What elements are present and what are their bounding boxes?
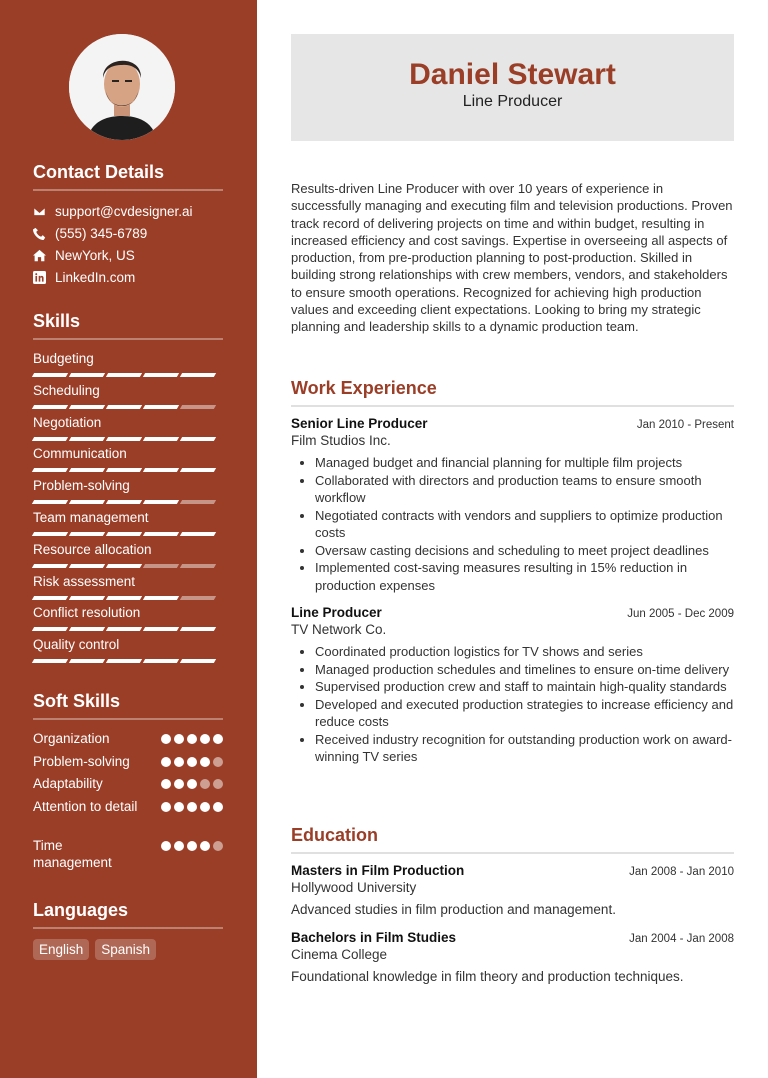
skill-level-segment [69,405,105,409]
skills-section [33,311,223,668]
contact-phone[interactable] [33,222,223,244]
skill-level-bar [33,532,223,536]
skill-level-segment [32,373,68,377]
education-dates: Jan 2008 - Jan 2010 [629,866,734,878]
candidate-name: Daniel Stewart [409,58,616,91]
job-dates: Jun 2005 - Dec 2009 [627,608,734,620]
job-bullet: • Oversaw casting decisions and scheduling to meet project deadlines [315,542,734,560]
rating-dot [161,779,171,789]
skill-name: Problem-solving [33,478,130,494]
skill-level-segment [106,500,142,504]
job-bullet: • Collaborated with directors and production teams to ensure smooth workflow [315,472,734,507]
school-name: Cinema College [291,947,388,962]
skill-level-bar [33,596,223,600]
languages-title: Languages [33,900,223,929]
skill-level-segment [106,405,142,409]
skill-level-segment [32,596,68,600]
skill-level-segment [69,373,105,377]
skill-item [33,604,223,636]
skill-level-segment [69,564,105,568]
skill-level-segment [143,405,179,409]
job-company: Film Studios Inc. [291,433,391,448]
rating-dot [187,802,197,812]
job-bullet: • Coordinated production logistics for TV shows and series [315,643,734,661]
work-experience-title: Work Experience [291,378,734,407]
phone-icon [33,227,55,240]
skills-list [33,350,223,668]
skill-level-segment [180,437,216,441]
job-company: TV Network Co. [291,622,387,637]
rating-dot [187,734,197,744]
skill-level-bar [33,468,223,472]
job-title: Line Producer [291,605,382,620]
job-bullet: • Negotiated contracts with vendors and suppliers to optimize production costs [315,507,734,542]
contact-section [33,162,223,288]
skill-level-segment [180,532,216,536]
skill-level-segment [180,564,216,568]
summary-text: Results-driven Line Producer with over 10 years of experience in successfully managing and executing film and television productions. Proven track record of delivering projects on time and within budget, resulting in increased efficiency and cost savings. Expertise in overseeing all aspects of production, from pre-production planning to post-production. Skilled in building strong relationships with crew members, vendors, and stakeholders to ensure smooth operations. Recognized for achieving high production values and exceeding client expectations. Looking to bring my strategic planning and leadership skills to a dynamic production team. [291,181,733,335]
job-bullet: • Developed and executed production strategies to increase efficiency and reduce costs [315,696,734,731]
skill-item [33,477,223,509]
skill-level-segment [69,500,105,504]
rating-dot [174,779,184,789]
education-title: Education [291,825,734,854]
degree-title: Masters in Film Production [291,863,465,878]
language-tags [33,939,223,960]
job-bullets [291,454,734,594]
education-description: Foundational knowledge in film theory and production techniques. [291,969,684,984]
school-name: Hollywood University [291,880,417,895]
language-tag: Spanish [95,939,156,960]
soft-skill-item [33,798,223,838]
skill-level-segment [180,596,216,600]
languages-section [33,900,223,960]
rating-dot [174,734,184,744]
skill-level-segment [106,532,142,536]
soft-skills-title: Soft Skills [33,691,223,720]
skill-level-segment [180,500,216,504]
skills-title: Skills [33,311,223,340]
skill-level-bar [33,500,223,504]
job-bullet: • Managed budget and financial planning for multiple film projects [315,454,734,472]
skill-level-bar [33,405,223,409]
contact-location-text: NewYork, US [55,247,135,263]
skill-item [33,509,223,541]
rating-dot [213,779,223,789]
education-description: Advanced studies in film production and management. [291,902,616,917]
rating-dot [200,734,210,744]
contact-phone-text: (555) 345-6789 [55,225,148,241]
skill-item [33,573,223,605]
skill-level-bar [33,659,223,663]
profile-photo [69,34,175,140]
skill-level-segment [143,468,179,472]
skill-level-segment [106,373,142,377]
skill-level-segment [106,596,142,600]
rating-dot [213,734,223,744]
job-bullet: • Supervised production crew and staff to maintain high-quality standards [315,678,734,696]
skill-level-segment [32,659,68,663]
rating-dot [174,757,184,767]
contact-title: Contact Details [33,162,223,191]
skill-level-segment [143,564,179,568]
skill-level-segment [180,659,216,663]
skill-name: Budgeting [33,351,94,366]
soft-skill-name: Attention to detail [33,798,138,814]
skill-name: Communication [33,446,127,462]
skill-level-segment [32,405,68,409]
skill-level-bar [33,373,223,377]
skill-level-segment [143,659,179,663]
soft-skill-rating [161,734,223,744]
skill-level-segment [106,437,142,441]
skill-item [33,445,223,477]
sidebar [0,0,257,1078]
job-dates: Jan 2010 - Present [636,419,734,431]
soft-skill-rating [161,841,223,851]
skill-name: Resource allocation [33,541,152,557]
job-bullets [291,643,734,766]
rating-dot [174,802,184,812]
rating-dot [213,757,223,767]
avatar [69,34,175,140]
rating-dot [174,841,184,851]
resume-header [291,34,734,141]
soft-skills-section [33,691,223,877]
contact-email[interactable] [33,200,223,222]
skill-name: Quality control [33,637,120,653]
soft-skill-name: Organization [33,731,110,746]
job-entry [291,605,734,766]
skill-level-segment [106,627,142,631]
soft-skill-rating [161,802,223,812]
rating-dot [200,841,210,851]
contact-linkedin-text: LinkedIn.com [55,269,136,285]
rating-dot [213,841,223,851]
soft-skill-rating [161,757,223,767]
skill-level-segment [143,437,179,441]
skill-level-segment [69,596,105,600]
rating-dot [187,757,197,767]
home-icon [33,249,55,262]
skill-level-segment [180,468,216,472]
envelope-icon [33,205,55,218]
skill-name: Scheduling [33,382,100,398]
rating-dot [161,841,171,851]
soft-skill-item [33,753,223,776]
skill-name: Negotiation [33,414,102,430]
skill-level-segment [143,500,179,504]
skill-level-segment [180,373,216,377]
job-bullet: • Managed production schedules and timelines to ensure on-time delivery [315,661,734,679]
skill-name: Risk assessment [33,573,136,589]
rating-dot [161,757,171,767]
education-dates: Jan 2004 - Jan 2008 [629,933,734,945]
soft-skill-rating [161,779,223,789]
skill-level-segment [32,627,68,631]
education-entry [291,930,734,984]
skill-level-segment [69,659,105,663]
soft-skills-list [33,730,223,877]
contact-email-text: support@cvdesigner.ai [55,203,193,219]
skill-level-segment [69,437,105,441]
skill-level-segment [32,468,68,472]
soft-skill-item [33,775,223,798]
rating-dot [200,802,210,812]
rating-dot [187,779,197,789]
skill-level-segment [106,564,142,568]
soft-skill-name: Time management [33,838,112,870]
rating-dot [200,757,210,767]
skill-item [33,636,223,668]
skill-level-bar [33,437,223,441]
degree-title: Bachelors in Film Studies [291,930,457,945]
skill-level-segment [180,627,216,631]
skill-item [33,414,223,446]
candidate-title: Line Producer [462,93,563,110]
skill-name: Team management [33,509,149,525]
skill-level-segment [69,627,105,631]
soft-skill-item [33,730,223,753]
soft-skill-item [33,837,223,877]
skill-item [33,541,223,573]
skill-item [33,350,223,382]
skill-level-segment [32,437,68,441]
rating-dot [161,734,171,744]
skill-level-segment [143,373,179,377]
rating-dot [200,779,210,789]
skill-level-bar [33,564,223,568]
skill-level-segment [143,596,179,600]
skill-level-segment [32,500,68,504]
language-tag: English [33,939,89,960]
skill-name: Conflict resolution [33,605,141,621]
rating-dot [161,802,171,812]
skill-item [33,382,223,414]
job-entry [291,416,734,594]
skill-level-segment [32,564,68,568]
skill-level-segment [143,627,179,631]
skill-level-segment [180,405,216,409]
contact-linkedin[interactable] [33,266,223,288]
skill-level-segment [106,659,142,663]
contact-location [33,244,223,266]
linkedin-icon [33,271,55,284]
rating-dot [213,802,223,812]
education-entry [291,863,734,917]
skill-level-segment [106,468,142,472]
skill-level-segment [32,532,68,536]
skill-level-segment [143,532,179,536]
job-bullet: • Implemented cost-saving measures resulting in 15% reduction in production expenses [315,559,734,594]
rating-dot [187,841,197,851]
soft-skill-name: Adaptability [33,776,103,791]
soft-skill-name: Problem-solving [33,753,130,769]
job-bullet: • Received industry recognition for outstanding production work on award-winning TV series [315,731,734,766]
skill-level-segment [69,532,105,536]
skill-level-segment [69,468,105,472]
skill-level-bar [33,627,223,631]
job-title: Senior Line Producer [291,416,428,431]
